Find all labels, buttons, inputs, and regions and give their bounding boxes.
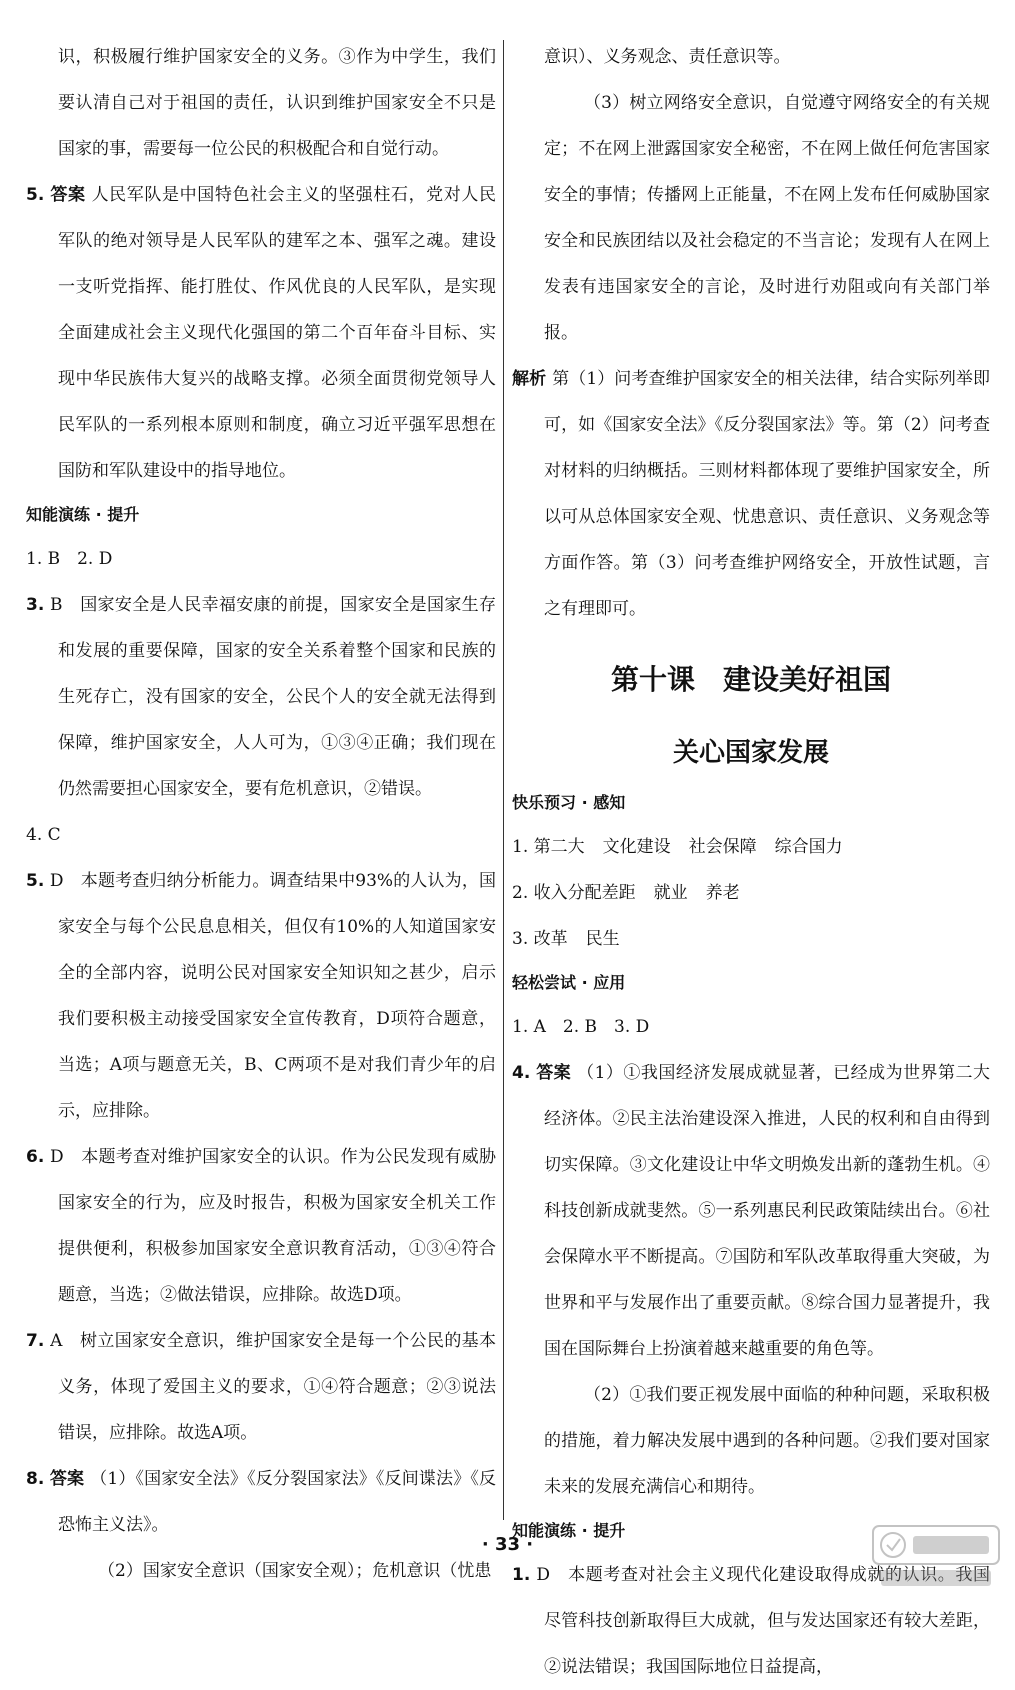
try-question-4: 4. 答案 （1）①我国经济发展成就显著，已经成为世界第二大经济体。②民主法治建设深入推进，人民的权利和自由得到切实保障。③文化建设让中华文明焕发出新的蓬勃生机。④科技创新成就斐然。⑤一系列惠民利民政策陆续出台。⑥社会保障水平不断提高。⑦国防和军队改革取得重大突破，为世界和平与发展作出了重要贡献。⑧综合国力显著提升，我国在国际舞台上扮演着越来越重要的角色等。 xyxy=(512,1063,991,1359)
analysis-paragraph: 解析 第（1）问考查维护国家安全的相关法律，结合实际列举即可，如《国家安全法》《反分裂国家法》等。第（2）问考查对材料的归纳概括。三则材料都体现了要维护国家安全，所以可从总体国家安全观、忧患意识、责任意识、义务观念等方面作答。第（3）问考查维护网络安全，开放性试题，言之有理即可。 xyxy=(512,369,990,619)
question-7: 7. A 树立国家安全意识，维护国家安全是每一个公民的基本义务，体现了爱国主义的要求，①④符合题意；②③说法错误，应排除。故选A项。 xyxy=(26,1331,497,1443)
right-column xyxy=(512,0,990,1690)
preview-answer-2: 2. 收入分配差距 就业 养老 xyxy=(512,883,740,903)
practice-question-1: 1. D 本题考查对社会主义现代化建设取得成就的认识。我国尽管科技创新取得巨大成就，但与发达国家还有较大差距，②说法错误；我国国际地位日益提高， xyxy=(512,1565,990,1677)
question-3: 3. B 国家安全是人民幸福安康的前提，国家安全是国家生存和发展的重要保障，国家的安全关系着整个国家和民族的生死存亡，没有国家的安全，公民个人的安全就无法得到保障，维护国家安全，人人可为，①③④正确；我们现在仍然需要担心国家安全，要有危机意识，②错误。 xyxy=(26,595,496,799)
preview-answer-3: 3. 改革 民生 xyxy=(512,929,620,949)
watermark-logo-icon xyxy=(871,1522,1001,1592)
section-heading-try: 轻松尝试 · 应用 xyxy=(512,973,626,992)
question-6: 6. D 本题考查对维护国家安全的认识。作为公民发现有威胁国家安全的行为，应及时报告，积极为国家安全机关工作提供便利，积极参加国家安全意识教育活动，①③④符合题意，当选；②做法错误，应排除。故选D项。 xyxy=(26,1147,496,1305)
question-1-2: 1. B 2. D xyxy=(26,549,113,569)
section-heading-practice: 知能演练 · 提升 xyxy=(26,505,140,524)
try-question-4-part-2: （2）①我们要正视发展中面临的种种问题，采取积极的措施，着力解决发展中遇到的各种问题。②我们要对国家未来的发展充满信心和期待。 xyxy=(544,1385,990,1497)
question-8-part-2: （2）国家安全意识（国家安全观）；危机意识（忧患 xyxy=(98,1561,492,1581)
analysis-keyword: 解析 xyxy=(512,369,547,389)
right-paragraph-continued: 意识）、义务观念、责任意识等。 xyxy=(544,47,791,67)
question-8: 8. 答案 （1）《国家安全法》《反分裂国家法》《反间谍法》《反恐怖主义法》。 xyxy=(26,1469,497,1535)
question-8-part-3: （3）树立网络安全意识，自觉遵守网络安全的有关规定；不在网上泄露国家安全秘密，不在网上做任何危害国家安全的事情；传播网上正能量，不在网上发布任何威胁国家安全和民族团结以及社会稳定的不当言论；发现有人在网上发表有违国家安全的言论，及时进行劝阻或向有关部门举报。 xyxy=(544,93,990,343)
section-heading-preview: 快乐预习 · 感知 xyxy=(512,793,626,812)
question-5b: 5. D 本题考查归纳分析能力。调查结果中93%的人认为，国家安全与每个公民息息相关，但仅有10%的人知道国家安全的全部内容，说明公民对国家安全知识知之甚少，启示我们要积极主动接受国家安全宣传教育，D项符合题意，当选；A项与题意无关，B、C两项不是对我们青少年的启示，应排除。 xyxy=(26,871,496,1121)
question-5-answer: 5. 答案 人民军队是中国特色社会主义的坚强柱石，党对人民军队的绝对领导是人民军队的建军之本、强军之魂。建设一支听党指挥、能打胜仗、作风优良的人民军队，是实现全面建成社会主义现代化强国的第二个百年奋斗目标、实现中华民族伟大复兴的战略支撑。必须全面贯彻党领导人民军队的一系列根本原则和制度，确立习近平强军思想在国防和军队建设中的指导地位。 xyxy=(26,185,497,481)
question-4: 4. C xyxy=(26,825,61,845)
column-divider xyxy=(503,40,504,1520)
left-column xyxy=(26,0,496,1594)
preview-answer-1: 1. 第二大 文化建设 社会保障 综合国力 xyxy=(512,837,843,857)
left-paragraph-continued: 识，积极履行维护国家安全的义务。③作为中学生，我们要认清自己对于祖国的责任，认识到维护国家安全不只是国家的事，需要每一位公民的积极配合和自觉行动。 xyxy=(58,47,496,159)
lesson-title: 第十课 建设美好祖国 xyxy=(610,663,891,696)
page-number: · 33 · xyxy=(481,1534,534,1555)
answer-keyword: 答案 xyxy=(536,1063,572,1083)
lesson-subtitle: 关心国家发展 xyxy=(672,738,829,768)
section-heading-practice-2: 知能演练 · 提升 xyxy=(512,1521,626,1540)
try-answers-1-3: 1. A 2. B 3. D xyxy=(512,1017,650,1037)
answer-keyword: 答案 xyxy=(50,185,86,205)
answer-keyword: 答案 xyxy=(49,1469,85,1489)
